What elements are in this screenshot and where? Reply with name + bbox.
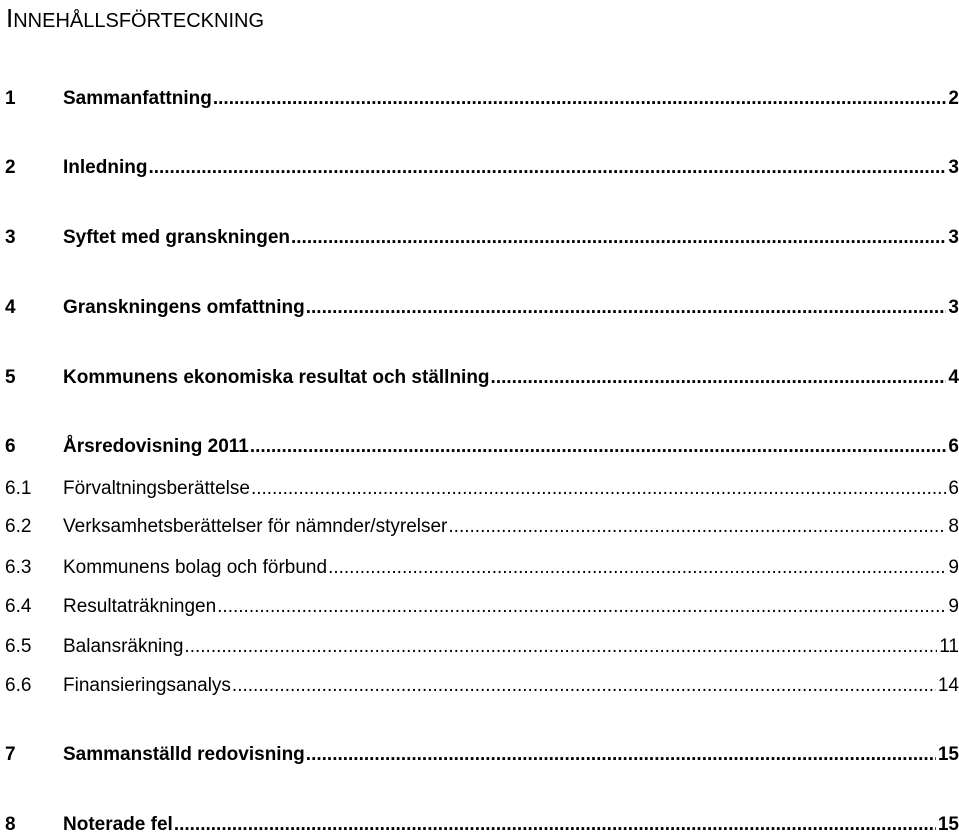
toc-entry-page: 14 [937,675,959,696]
toc-entry-omfattning[interactable] [5,295,959,321]
toc-entry-page: 8 [948,516,959,537]
toc-entry-number: 6 [5,436,16,457]
toc-entry-balansrakning[interactable] [5,634,959,660]
toc-dot-leader [306,742,936,768]
toc-dot-leader [291,225,946,251]
toc-entry-page: 3 [948,297,959,318]
toc-entry-number: 6.6 [5,675,32,696]
toc-entry-title: Sammanfattning [63,88,212,109]
toc-dot-leader [306,295,947,321]
toc-entry-number: 6.1 [5,478,32,499]
toc-entry-title: Årsredovisning 2011 [63,436,249,457]
toc-entry-number: 2 [5,157,16,178]
toc-dot-leader [491,365,947,391]
toc-entry-verksamhetsberattelser[interactable] [5,514,959,540]
toc-entry-title: Resultaträkningen [63,596,217,617]
toc-entry-title: Inledning [63,157,148,178]
toc-entry-number: 6.2 [5,516,32,537]
toc-dot-leader [328,555,946,581]
toc-entry-page: 15 [937,814,959,835]
toc-entry-noterade-fel[interactable] [5,812,959,838]
toc-entry-title: Kommunens bolag och förbund [63,557,328,578]
toc-entry-title: Kommunens ekonomiska resultat och ställning [63,367,490,388]
toc-entry-page: 6 [948,478,959,499]
toc-entry-page: 3 [948,227,959,248]
toc-entry-title: Finansieringsanalys [63,675,231,696]
toc-heading-initial: I [6,3,14,33]
toc-entry-sammanstalld-redovisning[interactable] [5,742,959,768]
toc-entry-syftet[interactable] [5,225,959,251]
toc-entry-number: 7 [5,744,16,765]
toc-entry-page: 9 [948,557,959,578]
toc-entry-bolag-och-forbund[interactable] [5,555,959,581]
toc-entry-number: 5 [5,367,16,388]
toc-heading [6,2,264,37]
toc-dot-leader [232,673,936,699]
toc-dot-leader [148,155,946,181]
toc-entry-title: Balansräkning [63,636,184,657]
toc-entry-number: 6.5 [5,636,32,657]
toc-entry-page: 2 [948,88,959,109]
toc-entry-resultatrakningen[interactable] [5,594,959,620]
toc-entry-title: Sammanställd redovisning [63,744,305,765]
toc-entry-page: 3 [948,157,959,178]
toc-dot-leader [217,594,946,620]
toc-entry-page: 4 [948,367,959,388]
toc-dot-leader [184,634,937,660]
toc-entry-finansieringsanalys[interactable] [5,673,959,699]
toc-dot-leader [250,434,947,460]
toc-entry-number: 8 [5,814,16,835]
toc-dot-leader [251,476,946,502]
toc-heading-rest: NNEHÅLLSFÖRTECKNING [13,10,265,32]
toc-entry-arsredovisning[interactable] [5,434,959,460]
toc-entry-number: 4 [5,297,16,318]
toc-entry-inledning[interactable] [5,155,959,181]
toc-entry-page: 15 [937,744,959,765]
toc-entry-forvaltningsberattelse[interactable] [5,476,959,502]
toc-entry-title: Verksamhetsberättelser för nämnder/styrelser [63,516,448,537]
toc-entry-page: 6 [948,436,959,457]
toc-entry-title: Noterade fel [63,814,173,835]
toc-entry-number: 1 [5,88,16,109]
toc-entry-number: 6.3 [5,557,32,578]
toc-entry-sammanfattning[interactable] [5,86,959,112]
toc-dot-leader [448,514,946,540]
toc-entry-number: 3 [5,227,16,248]
toc-entry-ekonomiska-resultat[interactable] [5,365,959,391]
toc-entry-page: 9 [948,596,959,617]
toc-entry-title: Granskningens omfattning [63,297,305,318]
toc-entry-title: Förvaltningsberättelse [63,478,250,499]
toc-entry-page: 11 [939,636,959,657]
toc-entry-title: Syftet med granskningen [63,227,290,248]
toc-dot-leader [174,812,936,838]
toc-dot-leader [213,86,947,112]
toc-entry-number: 6.4 [5,596,32,617]
